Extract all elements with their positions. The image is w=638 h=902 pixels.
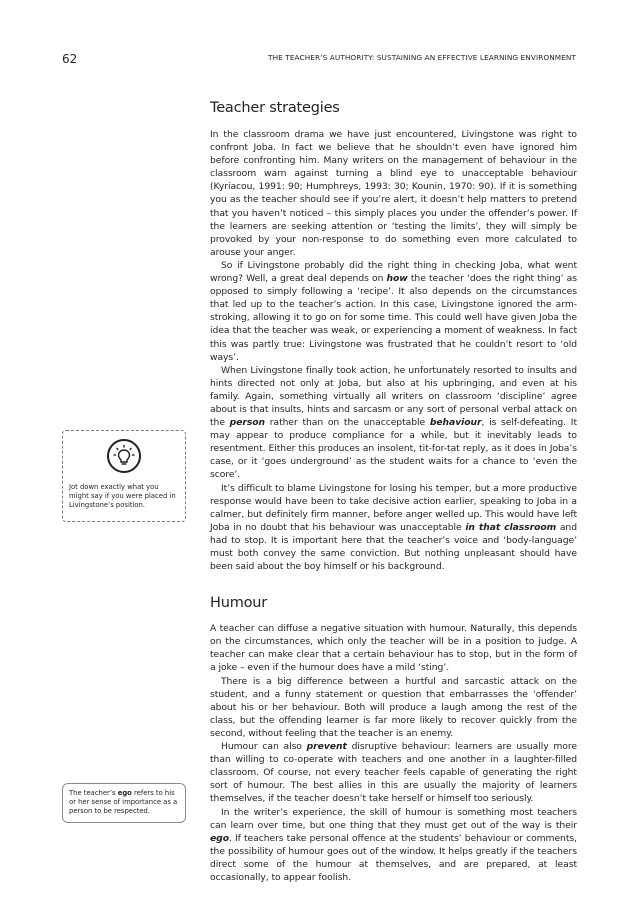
definition-term: ego [117, 789, 132, 797]
running-head: THE TEACHER’S AUTHORITY: SUSTAINING AN EFFECTIVE LEARNING ENVIRONMENT [268, 53, 576, 62]
keyword-emphasis: behaviour [429, 417, 482, 429]
paragraph: There is a big difference between a hurtful and sarcastic attack on the student, and a funny statement or question that embarrasses the ‘offender’ about his or her behaviour. Both will produce a laugh among the rest of the class, but the offending learner is far more likely to recover quickly from the second, without feeling that the teacher is an enemy. [210, 675, 577, 739]
section-title-teacher-strategies: Teacher strategies [210, 100, 340, 116]
margin-note-definition: The teacher’s ego refers to his or her sense of importance as a person to be respected. [62, 783, 186, 823]
section-title-humour: Humour [210, 595, 268, 612]
paragraph: A teacher can diffuse a negative situation with humour. Naturally, this depends on the circumstances, which only the teacher will be in a position to judge. A teacher can make clear that a certain behaviour has to stop, but in the form of a joke – even if the humour does have a mild ‘sting’. [210, 623, 577, 674]
keyword-emphasis: person [229, 417, 266, 429]
keyword-emphasis: prevent [306, 741, 347, 753]
main-text-column [210, 100, 577, 884]
paragraph: In the writer’s experience, the skill of humour is something most teachers can learn over time, but one thing that they must get out of the way is their ego. If teachers take personal offence at the students’ behaviour or comments, the possibility of humour goes out of the window. It helps greatly if the teachers direct some of the humour at themselves, and are prepared, at least occasionally, to appear foolish. [210, 806, 577, 883]
margin-note-activity [62, 430, 186, 522]
paragraph: Humour can also prevent disruptive behaviour: learners are usually more than willing to co-operate with teachers and one another in a laughter-filled classroom. Of course, not every teacher feels capable of generating the right sort of humour. The best allies in this are usually the majority of learners themselves, if the teacher doesn’t take herself or himself too seriously. [210, 741, 577, 805]
paragraph: When Livingstone finally took action, he unfortunately resorted to insults and hints directed not only at Joba, but also at his upbringing, and even at his family. Again, something virtually all writers on classroom ‘discipline’ agree about is that insults, hints and sarcasm or any sort of personal verbal attack on the person rather than on the unacceptable behaviour, is self-defeating. It may appear to produce compliance for a while, but it inevitably leads to resentment. Either this produces an insolent, tit-for-tat reply, as it does in Joba’s case, or it ‘goes underground’ as the student waits for a chance to ‘even the score’. [210, 364, 577, 481]
keyword-emphasis: how [386, 273, 408, 285]
keyword-emphasis: ego [210, 832, 229, 844]
paragraph: It’s difficult to blame Livingstone for losing his temper, but a more productive response would have been to take decisive action earlier, speaking to Joba in a calmer, but definitely firm manner, before anger welled up. This would have left Joba in no doubt that his behaviour was unacceptable in that classroom and had to stop. It is important here that the teacher’s voice and ‘body-language’ must both convey the same conviction. But nothing unpleasant should have been said about the boy himself or his background. [210, 482, 577, 573]
page-number: 62 [62, 52, 78, 66]
paragraph: So if Livingstone probably did the right thing in checking Joba, what went wrong? Well, a great deal depends on how the teacher ‘does the right thing’ as opposed to simply following a ‘recipe’. It also depends on the circumstances that led up to the teacher’s action. In this case, Livingstone ignored the arm-stroking, allowing it to go on for some time. This could well have given Joba the idea that the teacher was weak, or experiencing a moment of weakness. In fact this was partly true: Livingstone was frustrated that he couldn’t resort to ‘old ways’. [210, 259, 577, 363]
activity-note-text: Jot down exactly what you might say if you were placed in Livingstone’s position. [69, 483, 176, 509]
paragraph: In the classroom drama we have just encountered, Livingstone was right to confront Joba. In fact we believe that he shouldn’t even have ignored him before confronting him. Many writers on the management of behaviour in the classroom warn against turning a blind eye to unacceptable behaviour (Kyriacou, 1991: 90; Humphreys, 1993: 30; Kounin, 1970: 90). If it is something you as the teacher should see if you’re alert, it doesn’t help matters to pretend that you haven’t noticed – this simply places you under the offender’s power. If the learners are seeking attention or ‘testing the limits’, they will simply be provoked by your non-response to do something even more calculated to arouse your anger. [210, 129, 577, 258]
keyword-emphasis: in that classroom [465, 521, 557, 533]
lightbulb-icon [107, 439, 141, 473]
